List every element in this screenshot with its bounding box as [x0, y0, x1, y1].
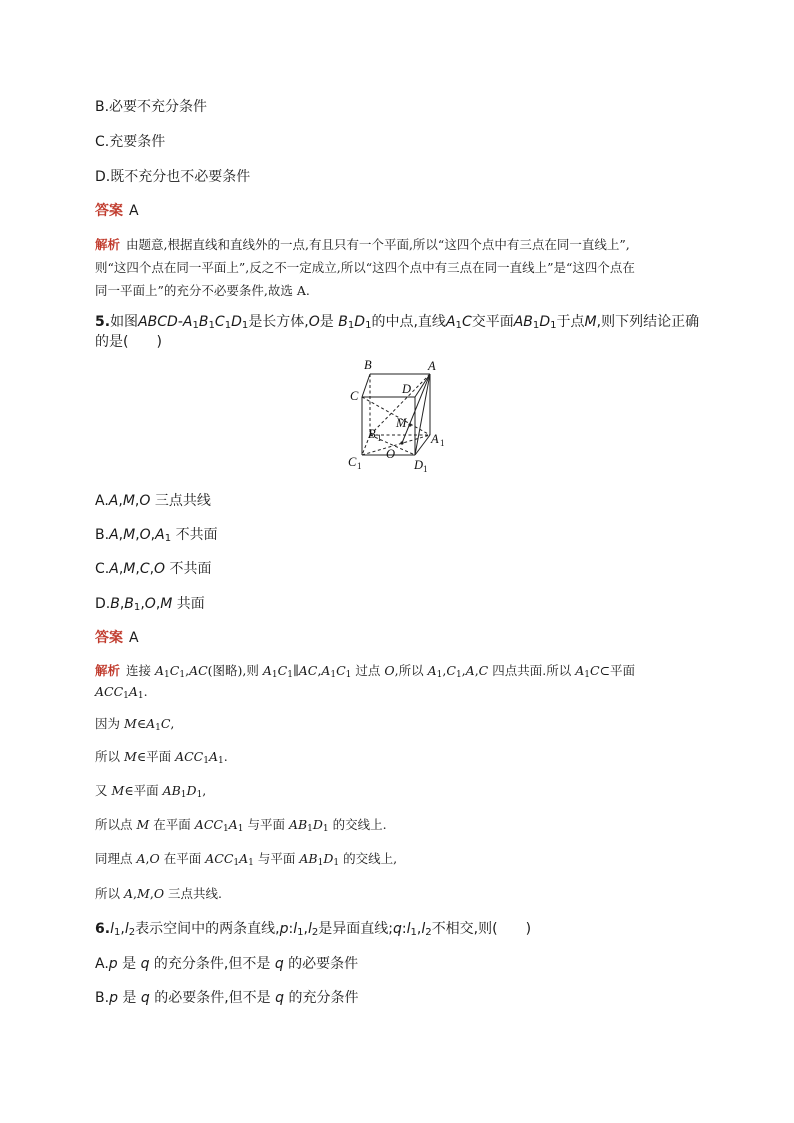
q5-answer: [95, 627, 139, 647]
q5-stem-line-1: 5.如图ABCD-$A_1B_1C_1D_1$是长方体,O是 $B_1D_1$的中点,直线$A_1C$交平面$AB_1D_1$于点M,则下列结论正确: [95, 314, 700, 332]
q4-analysis-text-1: 由题意,根据直线和直线外的一点,有且只有一个平面,所以“这四个点中有三点在同一直线上”,: [126, 237, 630, 252]
analysis-text: 平面: [610, 663, 636, 678]
point-o: [400, 441, 403, 444]
q5-option-a: A.A,M,O 三点共线: [95, 493, 211, 509]
q4-analysis-line-2: 则“这四个点在同一平面上”,反之不一定成立,所以“这四个点中有三点在同一直线上”是“这四个点在: [95, 260, 635, 275]
analysis-text: 的交线上,: [343, 851, 398, 866]
analysis-tag: 解析: [95, 237, 121, 252]
label-c: C: [350, 389, 359, 403]
q4-analysis-line-1: [95, 235, 630, 253]
label-d1: D: [414, 458, 424, 472]
option-text: 的充分条件,但不是: [153, 956, 271, 972]
q4-answer: [95, 200, 139, 220]
option-text: 的必要条件: [288, 956, 359, 972]
analysis-text: 三点共线.: [168, 886, 223, 901]
label-d: D: [402, 382, 412, 396]
analysis-text: 平面: [133, 783, 159, 798]
q4-option-d: D.既不充分也不必要条件: [95, 169, 251, 185]
cuboid-figure: [340, 355, 460, 473]
q6-stem-text: 是异面直线: [318, 921, 389, 937]
analysis-text: 在平面: [153, 817, 191, 832]
q6-stem: $6.l_1,l_2$表示空间中的两条直线$,p:l_1,l_2$是异面直线$;q:l_1,l_2$不相交,则( ): [95, 921, 532, 939]
answer-tag: 答案: [95, 630, 123, 646]
edge-c-b: [362, 374, 370, 397]
analysis-text: 同理点: [95, 851, 133, 866]
q5-analysis-line-8: 所以 A,M,O 三点共线.: [95, 886, 223, 901]
answer-tag: 答案: [95, 203, 123, 219]
label-a1: A: [431, 432, 439, 446]
label-a: A: [428, 359, 436, 373]
q5-analysis-line-5: 又 M∈平面 $AB_1D_1$,: [95, 783, 207, 800]
q6-number: 6.: [95, 921, 111, 937]
label-b1-sub: 1: [377, 433, 382, 443]
option-text: 的必要条件,但不是: [154, 990, 271, 1006]
analysis-text: 所以点: [95, 817, 133, 832]
q5-analysis-line-2: $ACC_1A_1$.: [95, 684, 148, 701]
q5-analysis-line-7: 同理点 A,O 在平面 $ACC_1A_1$ 与平面 $AB_1D_1$ 的交线上,: [95, 851, 398, 868]
analysis-text: 又: [95, 783, 108, 798]
analysis-text: 与平面: [247, 817, 285, 832]
q6-stem-text: 不相交,则( ): [431, 921, 532, 937]
q5-analysis-line-1: 解析 连接 $A_1C_1,AC$(图略),则 $A_1C_1\parallel AC,A_1C_1$ 过点 O,所以 $A_1,C_1,A,C$ 四点共面.所以 $A_1C\subset$平面: [95, 663, 636, 680]
analysis-text: 在平面: [163, 851, 202, 866]
label-c1: C: [348, 455, 357, 469]
analysis-text: 平面: [146, 749, 172, 764]
label-c1-sub: 1: [357, 461, 362, 471]
analysis-text: 的交线上.: [332, 817, 387, 832]
label-m: M: [396, 416, 407, 430]
option-text: 的充分条件: [288, 990, 359, 1006]
analysis-text: 因为: [95, 716, 121, 731]
analysis-text: 连接: [126, 663, 152, 678]
label-a1-sub: 1: [440, 438, 445, 448]
q6-option-a: A.p 是 q 的充分条件,但不是 q 的必要条件: [95, 956, 359, 972]
q4-option-c: C.充要条件: [95, 134, 166, 150]
analysis-text: 所以: [95, 886, 121, 901]
q5-number: 5.: [95, 314, 111, 330]
analysis-text: (图略),则: [207, 663, 259, 678]
q5-option-c: C.A,M,C,O 不共面: [95, 561, 212, 577]
analysis-text: ,所以: [394, 663, 424, 678]
option-text: A.: [95, 956, 109, 972]
label-o: O: [386, 447, 396, 461]
option-text: 是: [122, 990, 137, 1006]
q4-analysis-line-3: 同一平面上”的充分不必要条件,故选 A.: [95, 283, 310, 298]
q5-analysis-line-6: 所以点 M 在平面 $ACC_1A_1$ 与平面 $AB_1D_1$ 的交线上.: [95, 817, 387, 834]
analysis-text: 过点: [355, 663, 381, 678]
label-b: B: [364, 358, 372, 372]
q5-analysis-line-4: 所以 M∈平面 $ACC_1A_1$.: [95, 749, 228, 766]
q4-option-b: B.必要不充分条件: [95, 99, 208, 115]
analysis-text: 所以: [95, 749, 121, 764]
analysis-tag: 解析: [95, 663, 121, 678]
q6-option-b: B.p 是 q 的必要条件,但不是 q 的充分条件: [95, 990, 359, 1006]
label-d1-sub: 1: [423, 464, 428, 473]
label-b1: B: [368, 427, 376, 441]
q6-stem-text: 表示空间中的两条直线: [135, 921, 276, 937]
q5-stem-line-2: 的是( ): [95, 334, 162, 350]
answer-value: A: [129, 203, 139, 219]
analysis-text: 与平面: [257, 851, 296, 866]
q5-option-d: $D.B,B_1,O,M$ 共面: [95, 596, 205, 614]
q5-option-b: $B.A,M,O,A_1$ 不共面: [95, 527, 218, 545]
option-text: 是: [122, 956, 137, 972]
point-m: [408, 423, 411, 426]
answer-value: A: [129, 630, 139, 646]
q5-analysis-line-3: 因为 $M\in A_1C$,: [95, 716, 175, 733]
analysis-text: 四点共面.所以: [492, 663, 572, 678]
option-text: B.: [95, 990, 110, 1006]
